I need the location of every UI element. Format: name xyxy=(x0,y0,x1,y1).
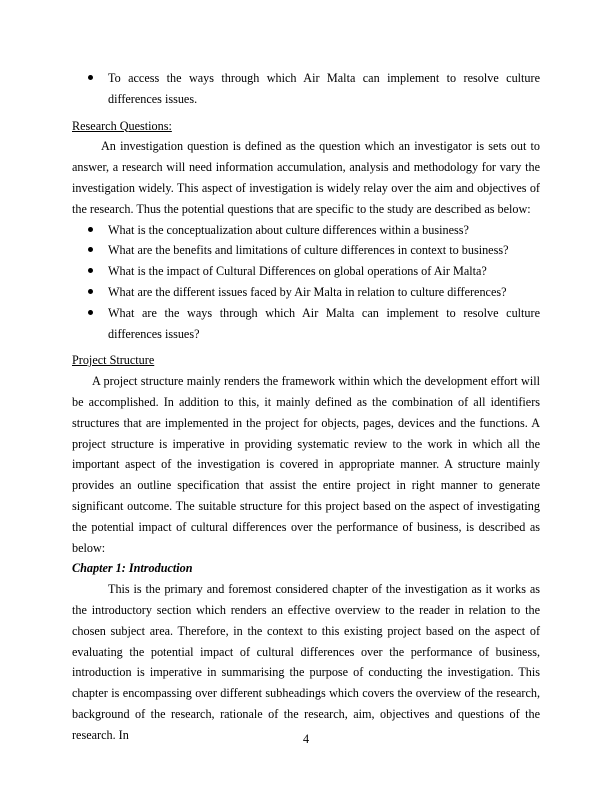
bullet-icon xyxy=(88,268,93,273)
bullet-icon xyxy=(88,310,93,315)
page-content xyxy=(72,68,540,746)
list-item xyxy=(72,240,540,261)
question-text: What are the ways through which Air Malta can implement to resolve culture differences issues? xyxy=(108,305,540,341)
list-item xyxy=(72,220,540,241)
bullet-icon xyxy=(88,289,93,294)
objectives-bullet-list xyxy=(72,68,540,110)
list-item xyxy=(72,303,540,345)
research-questions-list xyxy=(72,220,540,345)
bullet-icon xyxy=(88,247,93,252)
question-text: What is the conceptualization about culture differences within a business? xyxy=(108,222,469,237)
page-number: 4 xyxy=(302,732,310,746)
research-questions-heading: Research Questions: xyxy=(72,118,172,133)
list-item xyxy=(72,261,540,282)
research-questions-intro: An investigation question is defined as the question which an investigator is sets out to answer, a research will need information accumulation, analysis and methodology for vary the investigation widely. This aspect of investigation is widely relay over the aim and objectives of the research. Thus the potential questions that are specific to the study are described as below: xyxy=(72,139,540,216)
bullet-icon xyxy=(88,75,93,80)
project-structure-heading: Project Structure xyxy=(72,353,155,368)
project-structure-body: A project structure mainly renders the framework within which the development effort will be accomplished. In addition to this, it mainly defined as the combination of all identifiers structures that are implemented in the project for objects, pages, devices and the functions. A project structure is imperative in providing systematic review to the work in which all the important aspect of the investigation is covered in appropriate manner. A structure mainly provides an outline specification that assist the entire project in right manner to generate significant outcome. The suitable structure for this project based on the aspect of investigating the potential impact of cultural differences over the performance of business, is described as below: xyxy=(72,374,540,555)
question-text: What is the impact of Cultural Differences on global operations of Air Malta? xyxy=(108,264,487,279)
bullet-icon xyxy=(88,227,93,232)
list-item xyxy=(72,282,540,303)
objective-text: To access the ways through which Air Malta can implement to resolve culture differences issues. xyxy=(108,71,540,106)
question-text: What are the benefits and limitations of culture differences in context to business? xyxy=(108,243,509,258)
list-item xyxy=(72,68,540,110)
question-text: What are the different issues faced by Air Malta in relation to culture differences? xyxy=(108,284,507,299)
chapter-1-body: This is the primary and foremost considered chapter of the investigation as it works as the introductory section which renders an effective overview to the reader in relation to the chosen subject area. Therefore, in the context to this existing project based on the aspect of evaluating the potential impact of cultural differences over the performance of business, introduction is imperative in summarising the purpose of conducting the investigation. This chapter is encompassing over different subheadings which covers the overview of the research, background of the research, rationale of the research, aim, objectives and questions of the research. In xyxy=(72,582,540,742)
chapter-1-heading: Chapter 1: Introduction xyxy=(72,561,193,576)
